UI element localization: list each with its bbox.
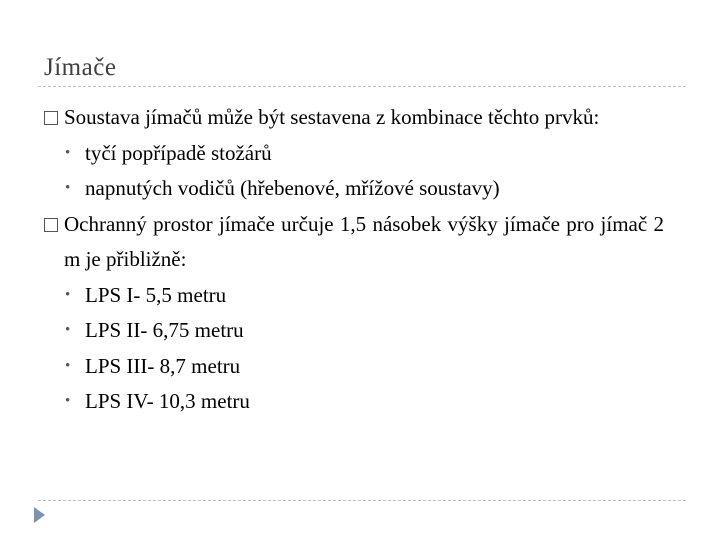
sub-bullet-2-3-text: LPS III- 8,7 metru [85, 353, 241, 378]
dot-icon: • [65, 286, 71, 303]
bullet-item-2-text: Ochranný prostor jímače určuje 1,5 násobek výšky jímače pro jímač 2 m je přibližně: [64, 211, 664, 271]
bullet-item-1-text: Soustava jímačů může být sestavena z kombinace těchto prvků: [64, 105, 600, 129]
sub-bullet-2-4-text: LPS IV- 10,3 metru [85, 389, 250, 413]
title-divider [38, 86, 686, 87]
bullet-item-1 [44, 100, 664, 136]
sub-bullet-1-2-text: napnutých vodičů (hřebenové, mřížové soustavy) [85, 176, 500, 200]
checkbox-square-icon [44, 218, 58, 232]
sub-bullet-1-2 [44, 171, 664, 207]
sub-bullet-2-1 [44, 278, 664, 314]
play-arrow-icon[interactable] [34, 507, 45, 523]
sub-bullet-1-1 [44, 136, 664, 172]
sub-bullet-2-3 [44, 349, 664, 385]
dot-icon: • [65, 180, 71, 196]
sub-bullet-2-4 [44, 384, 664, 420]
sub-bullet-2-2 [44, 313, 664, 349]
dot-icon: • [65, 357, 71, 374]
slide-title: Jímače [44, 54, 117, 81]
bullet-item-2 [44, 207, 664, 278]
sub-bullet-2-2-text: LPS II- 6,75 metru [85, 318, 244, 342]
dot-icon: • [65, 322, 71, 338]
sub-bullet-1-1-text: tyčí popřípadě stožárů [85, 140, 272, 165]
dot-icon: • [65, 144, 71, 161]
checkbox-square-icon [44, 111, 58, 125]
dot-icon: • [65, 393, 71, 409]
sub-bullet-2-1-text: LPS I- 5,5 metru [85, 282, 227, 307]
footer-divider [38, 500, 686, 501]
slide-content [44, 100, 664, 420]
